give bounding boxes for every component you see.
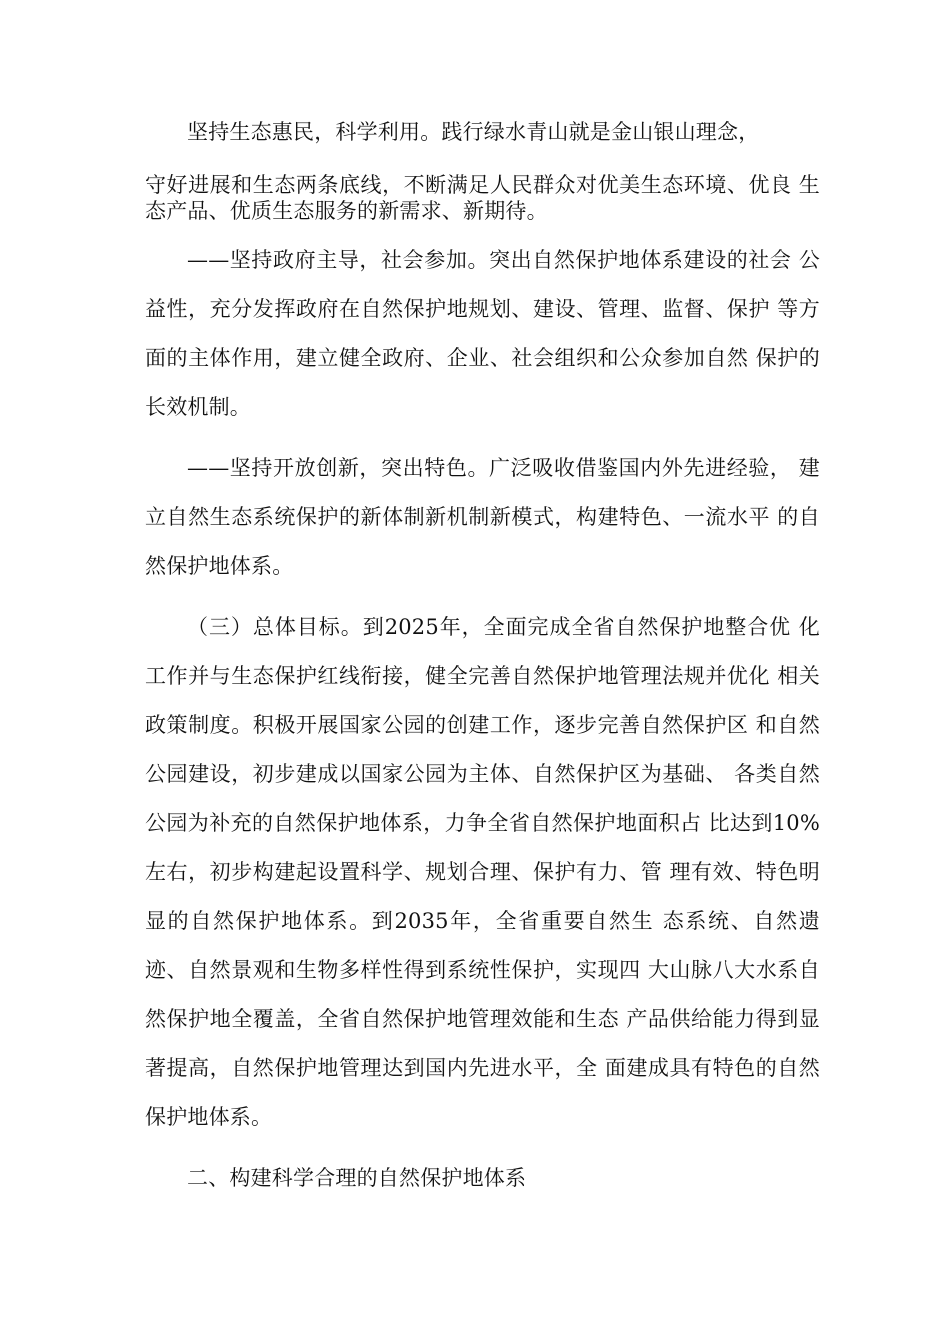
paragraph-line-7: 长效机制。 [145,395,251,419]
paragraph-line-18: 迹、自然景观和生物多样性得到系统性保护，实现四 大山脉八大水系自 [145,958,820,982]
paragraph-line-21: 保护地体系。 [145,1105,273,1129]
paragraph-line-19: 然保护地全覆盖，全省自然保护地管理效能和生态 产品供给能力得到显 [145,1007,820,1031]
paragraph-line-3: 态产品、优质生态服务的新需求、新期待。 [145,199,548,223]
paragraph-line-14: 公园建设，初步建成以国家公园为主体、自然保护区为基础、 各类自然 [145,762,820,786]
paragraph-line-1: 坚持生态惠民，科学利用。践行绿水青山就是金山银山理念， [187,120,760,144]
paragraph-line-4: ——坚持政府主导，社会参加。突出自然保护地体系建设的社会 公 [187,248,820,272]
paragraph-line-20: 著提高，自然保护地管理达到国内先进水平，全 面建成具有特色的自然 [145,1056,820,1080]
paragraph-line-2: 守好进展和生态两条底线，不断满足人民群众对优美生态环境、优良 生 [145,173,820,197]
paragraph-line-11: （三）总体目标。到2025年，全面完成全省自然保护地整合优 化 [187,615,820,639]
paragraph-line-12: 工作并与生态保护红线衔接，健全完善自然保护地管理法规并优化 相关 [145,664,820,688]
paragraph-line-10: 然保护地体系。 [145,554,294,578]
paragraph-line-6: 面的主体作用，建立健全政府、企业、社会组织和公众参加自然 保护的 [145,346,820,370]
paragraph-line-9: 立自然生态系统保护的新体制新机制新模式，构建特色、一流水平 的自 [145,505,820,529]
paragraph-line-8: ——坚持开放创新，突出特色。广泛吸收借鉴国内外先进经验， 建 [187,456,820,480]
paragraph-line-16: 左右，初步构建起设置科学、规划合理、保护有力、管 理有效、特色明 [145,860,820,884]
paragraph-line-13: 政策制度。积极开展国家公园的创建工作，逐步完善自然保护区 和自然 [145,713,820,737]
paragraph-line-17: 显的自然保护地体系。到2035年，全省重要自然生 态系统、自然遗 [145,909,820,933]
paragraph-line-5: 益性，充分发挥政府在自然保护地规划、建设、管理、监督、保护 等方 [145,297,820,321]
section-heading: 二、构建科学合理的自然保护地体系 [187,1166,527,1190]
paragraph-line-15: 公园为补充的自然保护地体系，力争全省自然保护地面积占 比达到10% [145,811,820,835]
